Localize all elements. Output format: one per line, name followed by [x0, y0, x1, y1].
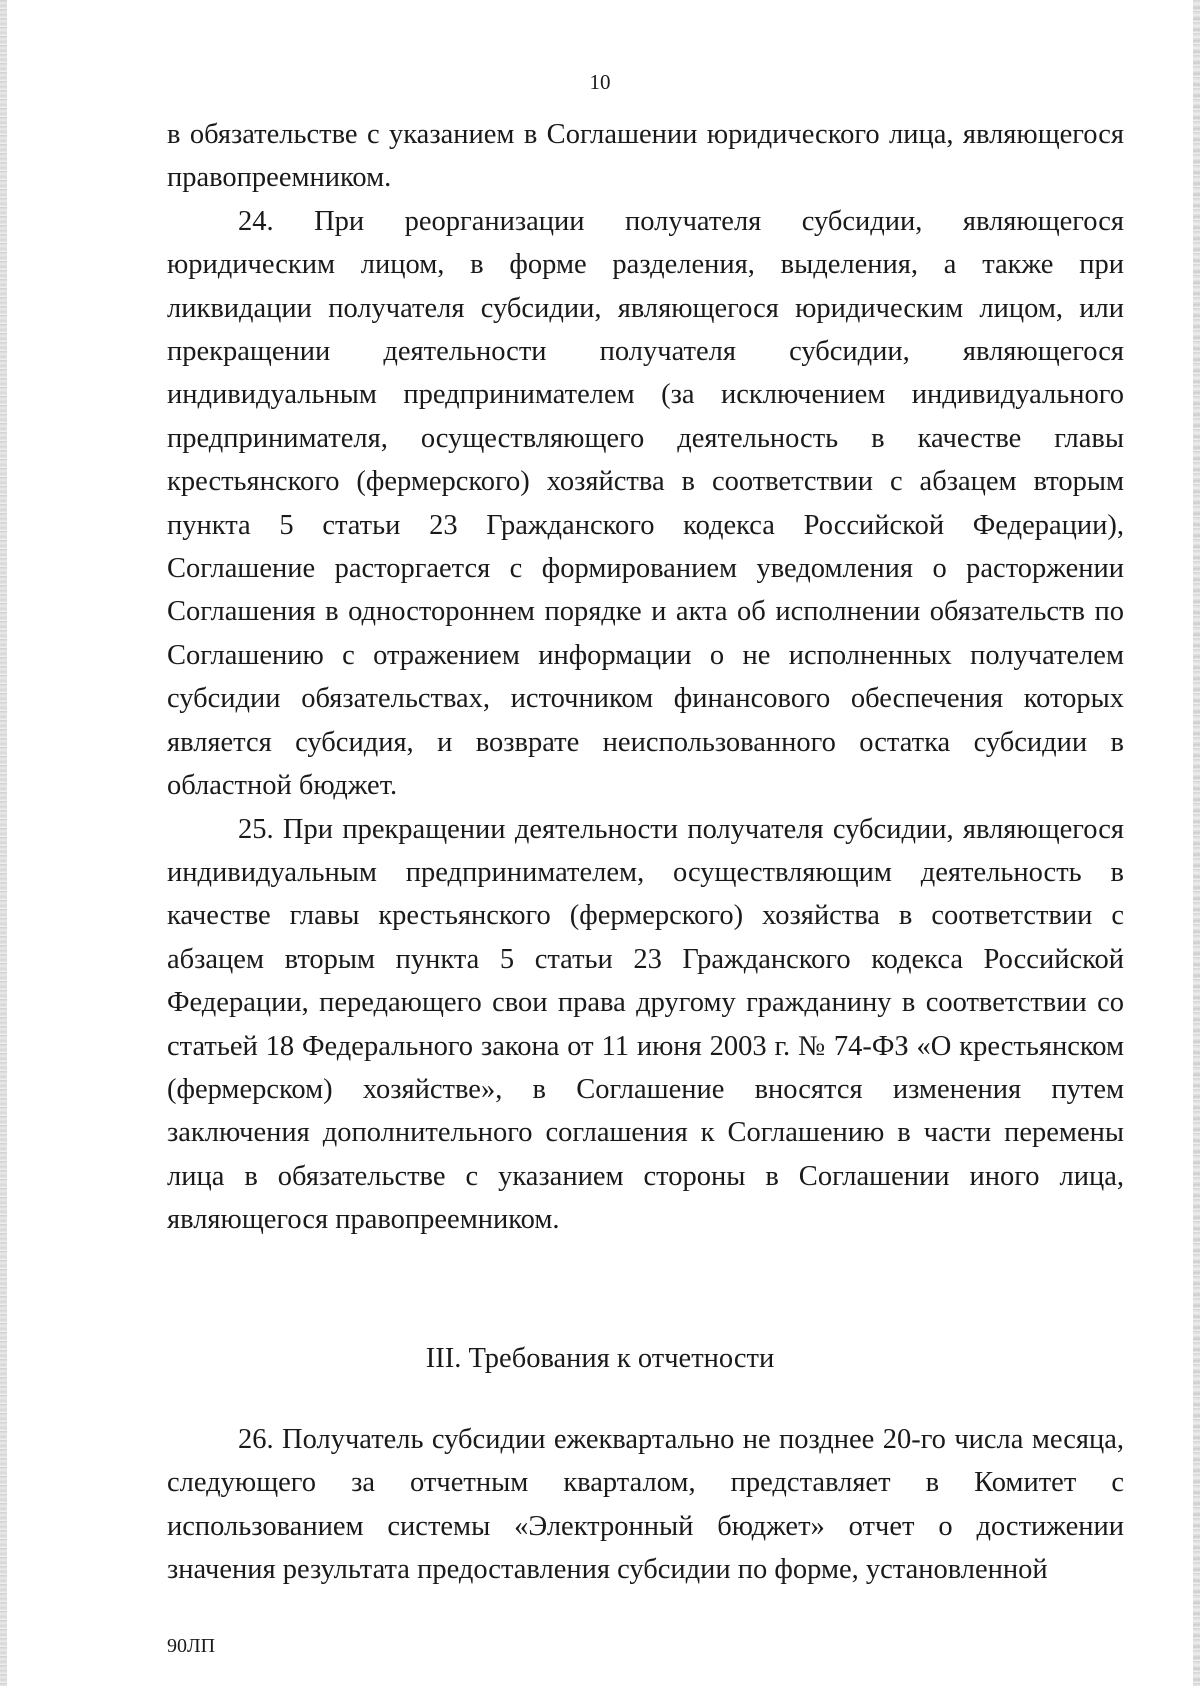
document-code: 90ЛП [167, 1635, 216, 1657]
paragraph-24: 24. При реорганизации получателя субсидии, являющегося юридическим лицом, в форме разделения, выделения, а также при ликвидации получателя субсидии, являющегося юридическим лицом, или прекращении деятельности получателя субсидии, являющегося индивидуальным предпринимателем (за исключением индивидуального предпринимателя, осуществляющего деятельность в качестве главы крестьянского (фермерского) хозяйства в соответствии с абзацем вторым пункта 5 статьи 23 Гражданского кодекса Российской Федерации), Соглашение расторгается с формированием уведомления о расторжении Соглашения в одностороннем порядке и акта об исполнении обязательств по Соглашению с отражением информации о не исполненных получателем субсидии обязательствах, источником финансового обеспечения которых является субсидия, и возврате неиспользованного остатка субсидии в областной бюджет. [167, 205, 1124, 802]
paragraph-26: 26. Получатель субсидии ежеквартально не позднее 20-го числа месяца, следующего за отчетным кварталом, представляет в Комитет с использованием системы «Электронный бюджет» отчет о достижении значения результата предоставления субсидии по форме, установленной [167, 1424, 1124, 1586]
document-body [167, 113, 1124, 1242]
paragraph-25: 25. При прекращении деятельности получателя субсидии, являющегося индивидуальным предпринимателем, осуществляющим деятельность в качестве главы крестьянского (фермерского) хозяйства в соответствии с абзацем вторым пункта 5 статьи 23 Гражданского кодекса Российской Федерации, передающего свои права другому гражданину в соответствии со статьей 18 Федерального закона от 11 июня 2003 г. № 74-ФЗ «О крестьянском (фермерском) хозяйстве», в Соглашение вносятся изменения путем заключения дополнительного соглашения к Соглашению в части перемены лица в обязательстве с указанием стороны в Соглашении иного лица, являющегося правопреемником. [167, 813, 1124, 1236]
scan-edge-right [1193, 0, 1200, 1686]
scan-edge-left [0, 0, 7, 1686]
page-number: 10 [589, 70, 611, 94]
section-title: III. Требования к отчетности [425, 1343, 775, 1374]
section-body [167, 1418, 1124, 1592]
paragraph-continuation: в обязательстве с указанием в Соглашении юридического лица, являющегося правопреемником. [167, 119, 1124, 194]
